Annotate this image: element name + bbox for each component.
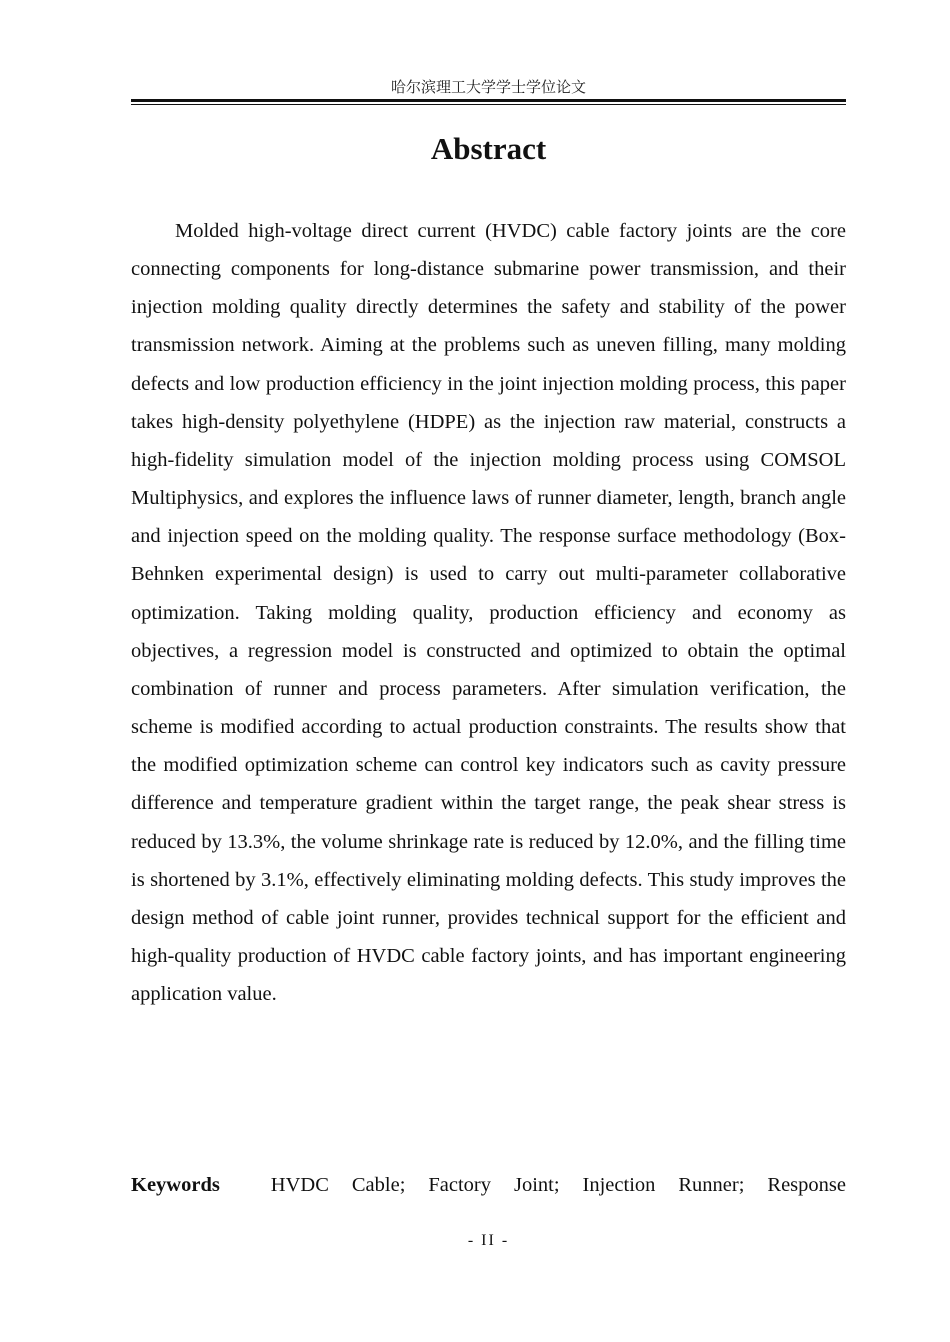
- keywords-label: Keywords: [131, 1174, 220, 1196]
- abstract-paragraph: Molded high-voltage direct current (HVDC) cable factory joints are the core connecting components for long-distance submarine power transmission, and their injection molding quality directly determines the safety and stability of the power transmission network. Aiming at the problems such as uneven filling, many molding defects and low production efficiency in the joint injection molding process, this paper takes high-density polyethylene (HDPE) as the injection raw material, constructs a high-fidelity simulation model of the injection molding process using COMSOL Multiphysics, and explores the influence laws of runner diameter, length, branch angle and injection speed on the molding quality. The response surface methodology (Box-Behnken experimental design) is used to carry out multi-parameter collaborative optimization. Taking molding quality, production efficiency and economy as objectives, a regression model is constructed and optimized to obtain the optimal combination of runner and process parameters. After simulation verification, the scheme is modified according to actual production constraints. The results show that the modified optimization scheme can control key indicators such as cavity pressure difference and temperature gradient within the target range, the peak shear stress is reduced by 13.3%, the volume shrinkage rate is reduced by 12.0%, and the filling time is shortened by 3.1%, effectively eliminating molding defects. This study improves the design method of cable joint runner, provides technical support for the efficient and high-quality production of HVDC cable factory joints, and has important engineering application value.: [131, 220, 846, 1006]
- section-title: Abstract: [430, 131, 547, 166]
- keywords-text: HVDC Cable; Factory Joint; Injection Runner; Response: [270, 1174, 846, 1196]
- header-rule-thin: [131, 104, 846, 105]
- header-rule-thick: [131, 99, 846, 102]
- page-number: - II -: [467, 1232, 510, 1249]
- running-header: 哈尔滨理工大学学士学位论文: [390, 80, 586, 96]
- keywords-line: [131, 1166, 846, 1204]
